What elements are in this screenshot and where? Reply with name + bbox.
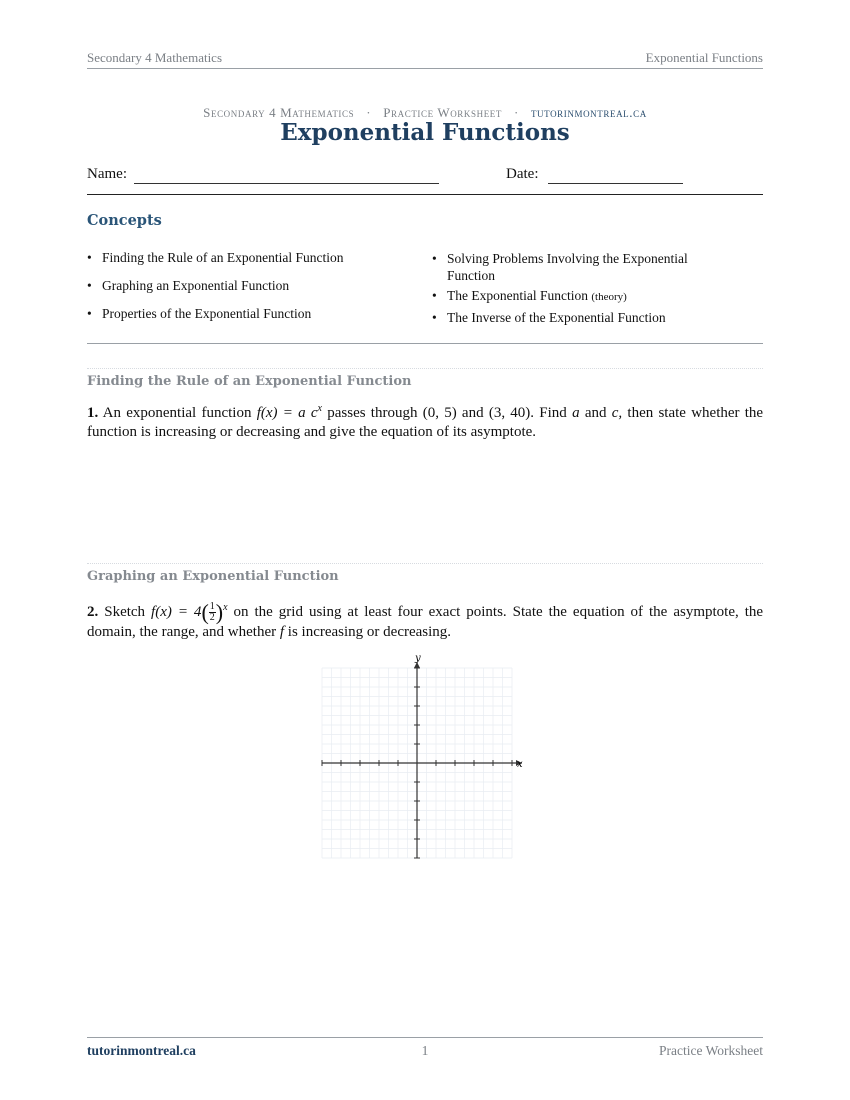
topline-separator-2: · — [514, 105, 519, 120]
question-text: An exponential function — [102, 405, 252, 421]
concepts-heading: Concepts — [87, 212, 162, 229]
question-text: and — [584, 405, 607, 421]
math-exponent: x — [317, 403, 322, 414]
concept-item: • Graphing an Exponential Function — [87, 278, 397, 294]
y-axis-label: y — [415, 653, 421, 664]
concepts-divider — [87, 343, 763, 344]
question-1 — [87, 399, 763, 442]
concepts-list-left — [87, 250, 397, 322]
axes — [322, 662, 522, 858]
math-variable: c, — [611, 405, 623, 421]
question-text: passes through (0, 5) and (3, 40). Find — [327, 405, 567, 421]
name-field[interactable] — [134, 167, 439, 184]
math-paren-close: ) — [215, 599, 224, 625]
concept-item-label: The Exponential Function — [447, 288, 588, 303]
question-text: Sketch — [104, 604, 146, 620]
concepts-list-right — [432, 250, 732, 326]
footer — [87, 1037, 763, 1058]
running-header — [87, 50, 763, 69]
question-text: is increasing or decreasing. — [287, 624, 452, 641]
section-divider — [87, 368, 763, 369]
fraction-numerator: 1 — [209, 601, 215, 613]
concept-item-note: (theory) — [591, 291, 627, 303]
date-label: Date: — [506, 166, 539, 182]
x-axis-label: x — [517, 759, 523, 770]
question-number: 1. — [87, 405, 99, 421]
math-expression: f(x) = 4 — [151, 604, 202, 620]
footer-doc-type: Practice Worksheet — [659, 1043, 763, 1058]
date-field[interactable] — [548, 167, 683, 184]
section-heading: Finding the Rule of an Exponential Function — [87, 374, 412, 389]
header-divider — [87, 194, 763, 195]
worksheet-title: Exponential Functions — [280, 119, 570, 146]
section-heading: Graphing an Exponential Function — [87, 569, 339, 584]
math-variable: f — [279, 624, 285, 641]
question-text: then state whether the function is increasing or decreasing and give the equation of its asymptote. — [87, 405, 764, 440]
concept-item: • Solving Problems Involving the Exponential Function — [432, 250, 732, 284]
answer-space[interactable] — [87, 445, 763, 555]
concept-item: • Finding the Rule of an Exponential Function — [87, 250, 397, 266]
question-number: 2. — [87, 604, 99, 620]
name-date-row — [87, 166, 767, 188]
math-expression: f(x) = a c — [256, 405, 318, 421]
page-number: 1 — [421, 1043, 429, 1058]
question-2 — [87, 598, 763, 642]
math-fraction — [209, 602, 216, 623]
math-variable: a — [572, 405, 580, 421]
math-exponent: x — [223, 602, 228, 613]
concept-item: • Properties of the Exponential Function — [87, 306, 397, 322]
running-header-course: Secondary 4 Mathematics — [87, 50, 223, 65]
topline-type: Practice Worksheet — [383, 105, 503, 120]
fraction-denominator: 2 — [209, 612, 215, 624]
topline-course: Secondary 4 Mathematics — [203, 105, 355, 120]
concept-item: • The Inverse of the Exponential Function — [432, 310, 732, 326]
name-label: Name: — [87, 166, 127, 182]
section-divider — [87, 563, 763, 564]
coordinate-grid[interactable] — [310, 650, 535, 865]
math-paren-open: ( — [201, 599, 209, 625]
question-text: on the grid using at least four exact points. State the equation of the asymptote, the domain, the range, and whether — [87, 604, 764, 641]
topline-site: tutorinmontreal.ca — [530, 105, 647, 120]
footer-site: tutorinmontreal.ca — [87, 1043, 196, 1058]
concept-item — [432, 288, 732, 304]
running-header-topic: Exponential Functions — [645, 50, 763, 65]
topline-separator: · — [366, 105, 372, 120]
